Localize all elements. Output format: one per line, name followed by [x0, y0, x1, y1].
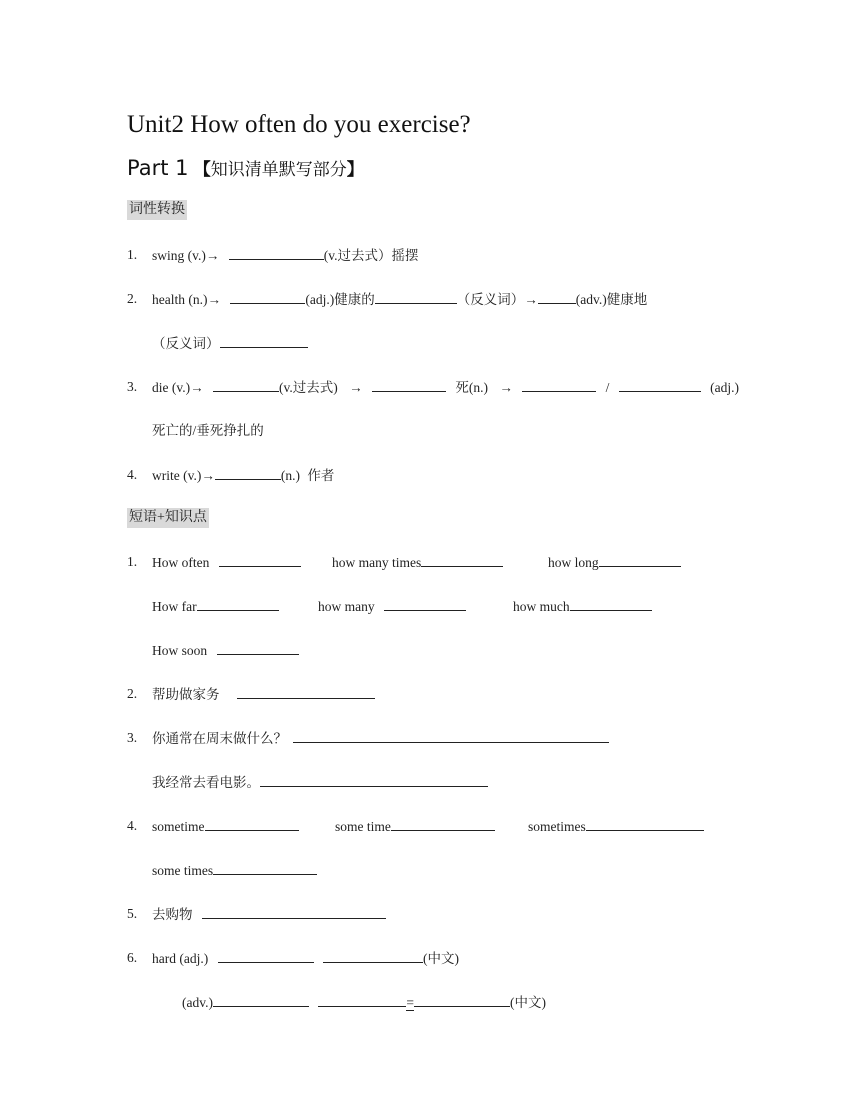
- phrase-row-1: [152, 552, 301, 573]
- section-heading-word-forms: 词性转换: [127, 200, 187, 220]
- write-label: write (v.)→: [152, 468, 215, 483]
- antonym-label-2: （反义词）: [152, 336, 220, 351]
- answer-blank[interactable]: [421, 552, 503, 567]
- swing-past-label: (v.过去式）摇摆: [323, 248, 419, 263]
- word-form-item-2-cont: [152, 333, 308, 354]
- health-label: health (n.)→: [152, 292, 221, 307]
- answer-blank[interactable]: [538, 289, 576, 304]
- chinese-label: (中文): [422, 951, 459, 966]
- phrase-some-times: [152, 860, 317, 881]
- phrase-item-5: [152, 904, 386, 925]
- answer-blank[interactable]: [414, 992, 510, 1007]
- answer-blank[interactable]: [202, 904, 386, 919]
- word-form-item-4: [152, 465, 334, 486]
- death-label: 死(n.): [455, 380, 488, 395]
- answer-blank[interactable]: [375, 289, 457, 304]
- answer-blank[interactable]: [522, 377, 596, 392]
- item-number: 2.: [127, 291, 138, 306]
- phrase-how-many-times: [332, 552, 503, 573]
- phrase-some-time: [335, 816, 495, 837]
- part-label: Part 1: [127, 156, 189, 180]
- how-much-label: how much: [513, 599, 570, 614]
- answer-blank[interactable]: [220, 333, 308, 348]
- phrase-sometimes: [528, 816, 704, 837]
- answer-blank[interactable]: [318, 992, 406, 1007]
- bracket-open: 【: [193, 160, 211, 179]
- phrase-item-6-adv: [182, 992, 546, 1013]
- some-times-label: some times: [152, 863, 214, 878]
- noun-label: (n.): [280, 468, 300, 483]
- phrase-how-long: [548, 552, 681, 573]
- part-text: 知识清单默写部分: [210, 160, 347, 179]
- shopping-label: 去购物: [152, 907, 193, 922]
- how-long-label: how long: [548, 555, 599, 570]
- phrase-how-much: [513, 596, 652, 617]
- phrase-sometime: [152, 816, 299, 837]
- answer-blank[interactable]: [570, 596, 652, 611]
- movie-sentence: 我经常去看电影。: [152, 775, 260, 790]
- word-form-item-1: [152, 245, 419, 266]
- arrow: →: [349, 380, 363, 395]
- equals-sign: =: [406, 995, 414, 1010]
- answer-blank[interactable]: [599, 552, 681, 567]
- sometime-label: sometime: [152, 819, 205, 834]
- answer-blank[interactable]: [230, 289, 305, 304]
- phrase-how-far: [152, 596, 279, 617]
- answer-blank[interactable]: [391, 816, 495, 831]
- phrase-how-soon: [152, 640, 299, 661]
- writer-label: 作者: [307, 468, 335, 483]
- phrase-item-2: [152, 684, 375, 705]
- die-past-label: (v.过去式): [278, 380, 338, 395]
- word-form-item-3-cont: 死亡的/垂死挣扎的: [152, 423, 264, 438]
- answer-blank[interactable]: [384, 596, 466, 611]
- how-soon-label: How soon: [152, 643, 208, 658]
- item-number: 3.: [127, 730, 138, 745]
- item-number: 6.: [127, 950, 138, 965]
- item-number: 4.: [127, 818, 138, 833]
- section-heading-phrases: 短语+知识点: [127, 508, 209, 528]
- die-label: die (v.)→: [152, 380, 204, 395]
- item-number: 3.: [127, 379, 138, 394]
- answer-blank[interactable]: [237, 684, 375, 699]
- healthy-label: (adj.)健康的: [305, 292, 375, 307]
- document-title: Unit2 How often do you exercise?: [127, 111, 471, 138]
- answer-blank[interactable]: [218, 948, 314, 963]
- how-often-label: How often: [152, 555, 210, 570]
- answer-blank[interactable]: [213, 860, 317, 875]
- answer-blank[interactable]: [586, 816, 704, 831]
- item-number: 4.: [127, 467, 138, 482]
- phrase-how-many: [318, 596, 466, 617]
- sometimes-label: sometimes: [528, 819, 586, 834]
- answer-blank[interactable]: [323, 948, 423, 963]
- part-heading: [127, 153, 364, 185]
- answer-blank[interactable]: [619, 377, 701, 392]
- weekend-question: 你通常在周末做什么？: [152, 731, 287, 746]
- arrow: →: [499, 380, 513, 395]
- some-time-label: some time: [335, 819, 391, 834]
- swing-label: swing (v.)→: [152, 248, 220, 263]
- answer-blank[interactable]: [217, 640, 299, 655]
- answer-blank[interactable]: [215, 465, 281, 480]
- word-form-item-2: [152, 289, 647, 310]
- adj-label: (adj.): [710, 380, 739, 395]
- answer-blank[interactable]: [293, 728, 609, 743]
- phrase-item-3-answer: [152, 772, 488, 793]
- how-far-label: How far: [152, 599, 197, 614]
- phrase-item-3-question: [152, 728, 609, 749]
- phrase-item-6-adj: [152, 948, 459, 969]
- answer-blank[interactable]: [372, 377, 446, 392]
- answer-blank[interactable]: [219, 552, 301, 567]
- answer-blank[interactable]: [205, 816, 299, 831]
- housework-label: 帮助做家务: [152, 687, 220, 702]
- hard-adj-label: hard (adj.): [152, 951, 209, 966]
- answer-blank[interactable]: [213, 992, 309, 1007]
- healthily-label: (adv.)健康地: [575, 292, 648, 307]
- item-number: 1.: [127, 247, 138, 262]
- slash: /: [605, 380, 610, 395]
- answer-blank[interactable]: [197, 596, 279, 611]
- bracket-close: 】: [346, 160, 364, 179]
- answer-blank[interactable]: [213, 377, 279, 392]
- adv-label: (adv.): [182, 995, 213, 1010]
- antonym-label: （反义词）→: [456, 292, 538, 307]
- chinese-label: (中文): [509, 995, 546, 1010]
- item-number: 2.: [127, 686, 138, 701]
- item-number: 5.: [127, 906, 138, 921]
- item-number: 1.: [127, 554, 138, 569]
- how-many-times-label: how many times: [332, 555, 422, 570]
- answer-blank[interactable]: [229, 245, 324, 260]
- how-many-label: how many: [318, 599, 375, 614]
- answer-blank[interactable]: [260, 772, 488, 787]
- word-form-item-3: [152, 377, 739, 398]
